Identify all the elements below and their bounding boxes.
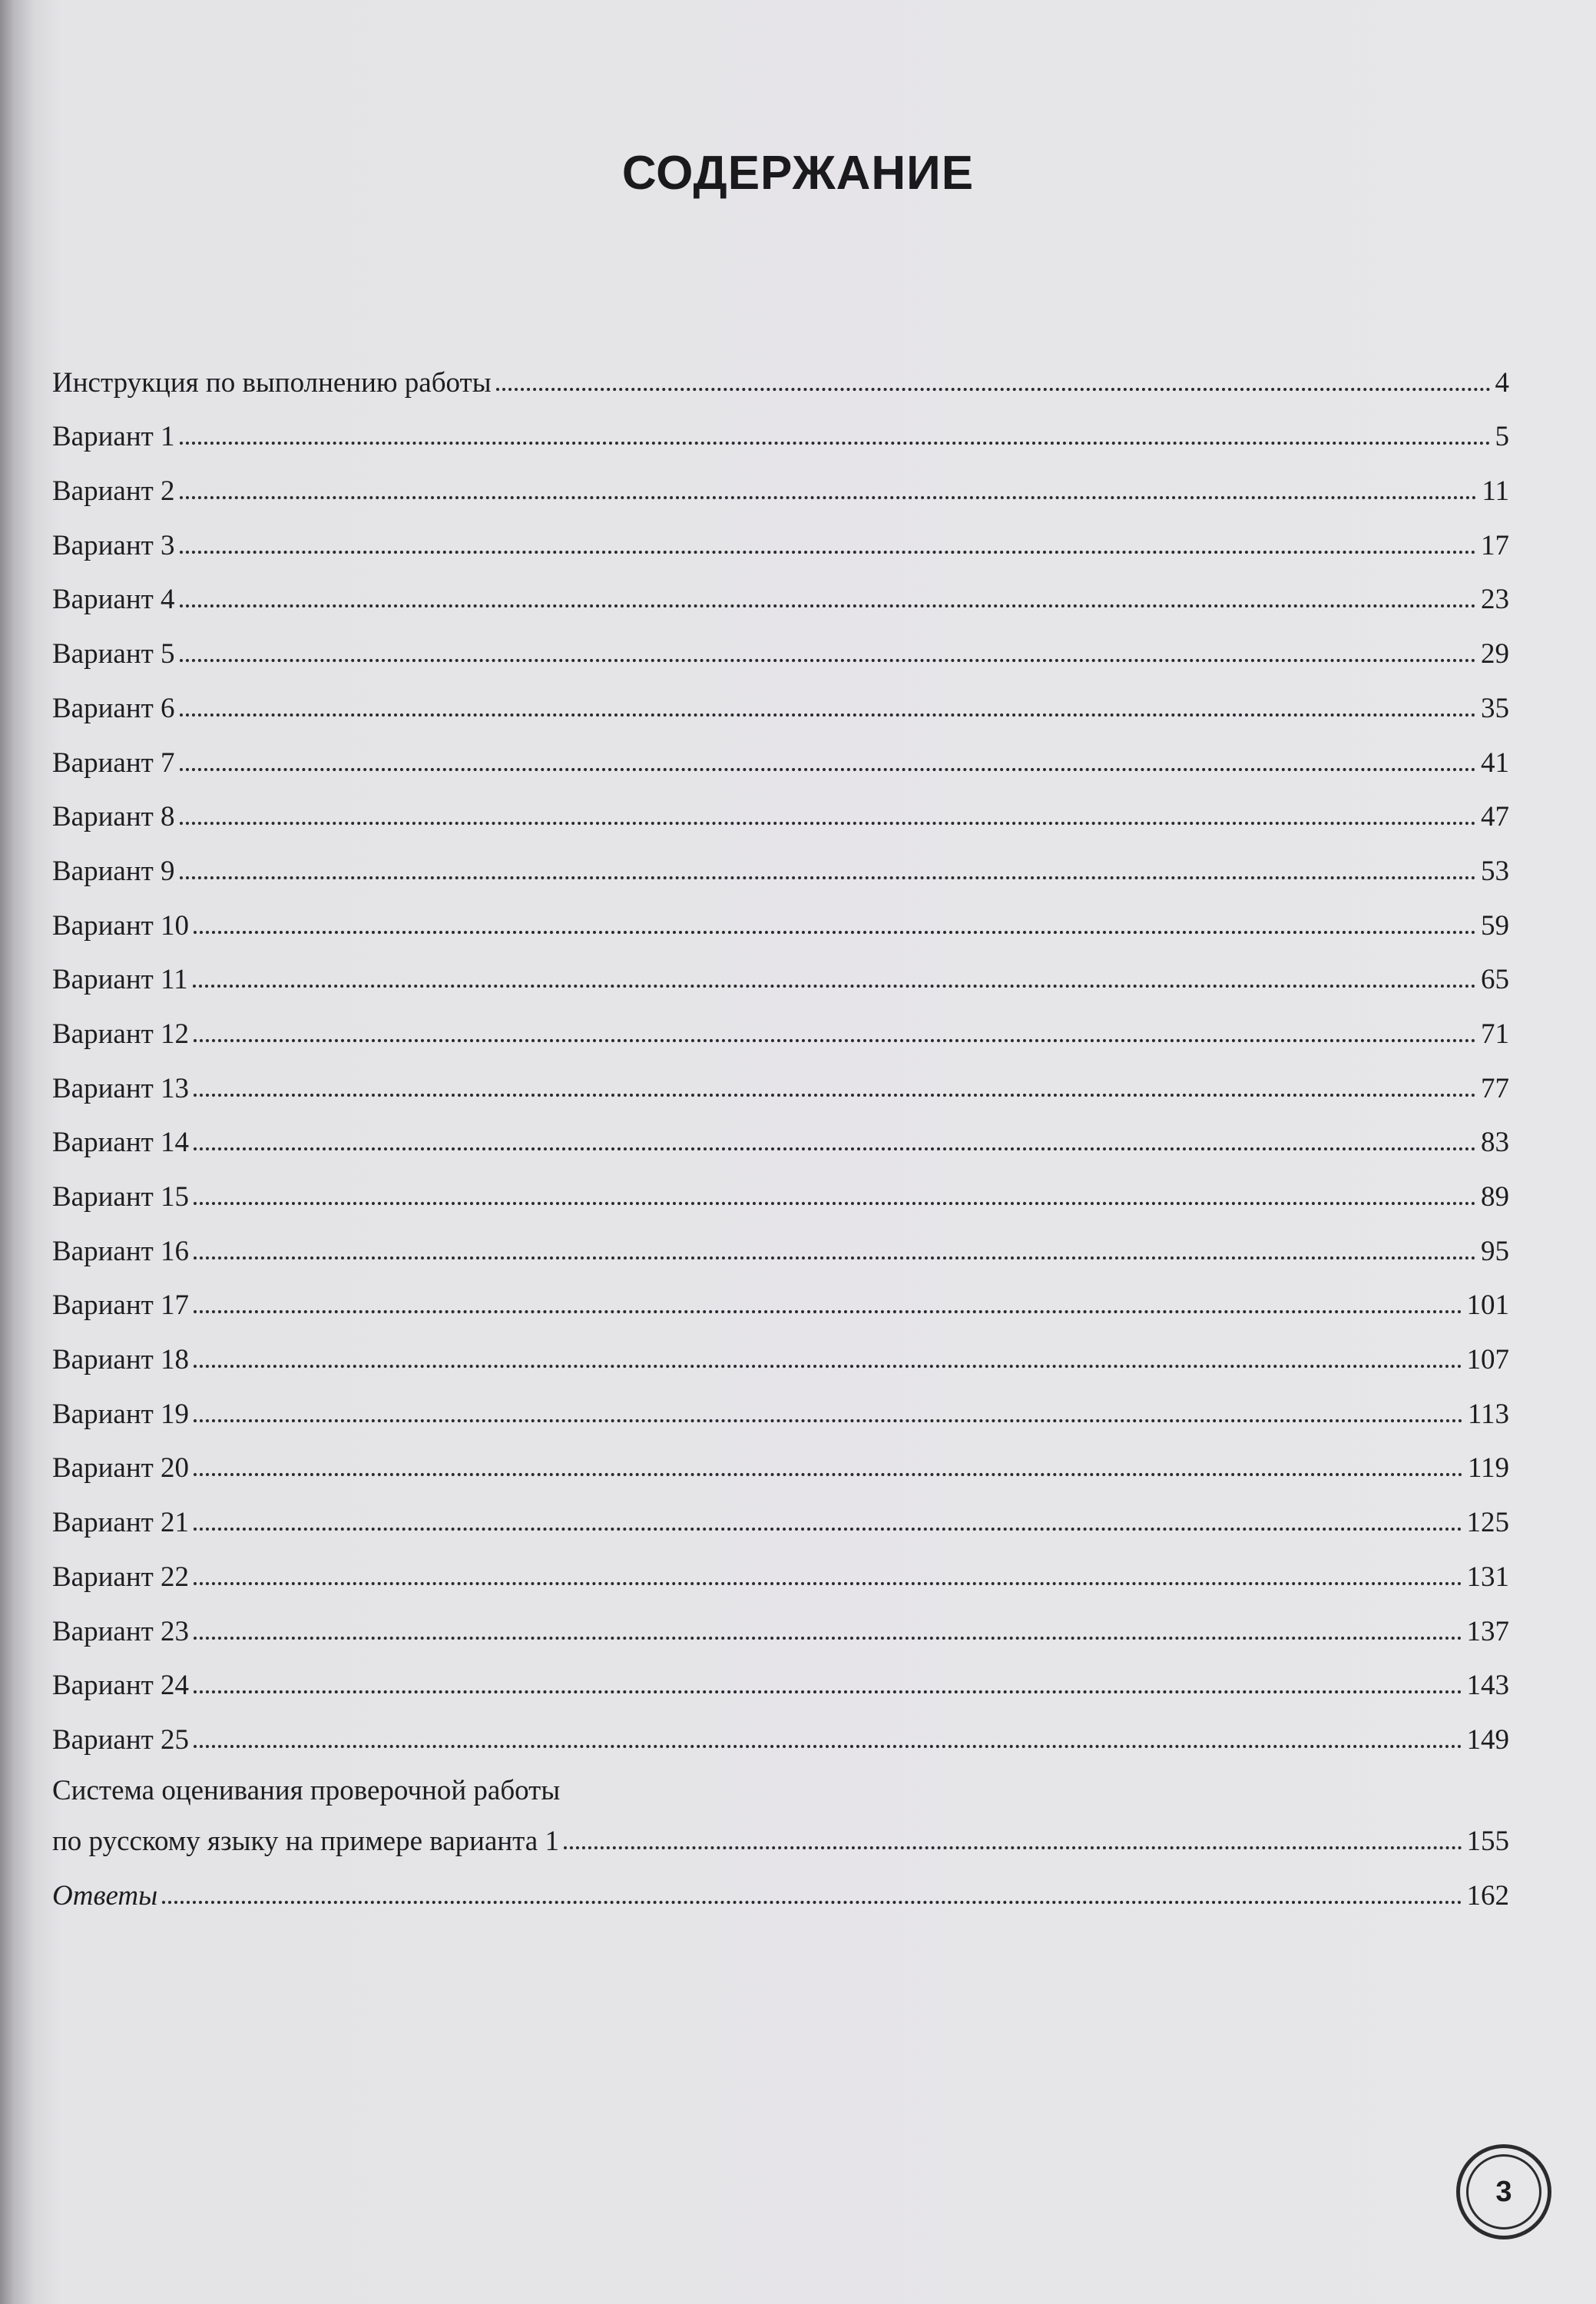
toc-entry-label: Вариант 9 — [52, 855, 175, 887]
toc-entry-variant[interactable] — [52, 1594, 1509, 1649]
toc-entry-label: Вариант 7 — [52, 746, 175, 779]
toc-entry-page: 59 — [1481, 909, 1509, 942]
dot-leader — [194, 1582, 1462, 1585]
dot-leader — [194, 1637, 1462, 1640]
toc-entry-variant[interactable] — [52, 563, 1509, 617]
toc-entry-label: Вариант 18 — [52, 1344, 190, 1376]
dot-leader — [180, 768, 1476, 771]
toc-entry-variant[interactable] — [52, 889, 1509, 943]
toc-entry-page: 53 — [1481, 855, 1509, 887]
toc-entry-label: Вариант 15 — [52, 1181, 190, 1213]
toc-entry-label: Вариант 25 — [52, 1723, 190, 1756]
toc-entry-page: 29 — [1481, 638, 1509, 670]
toc-entry-label: Вариант 21 — [52, 1507, 190, 1539]
toc-entry-page: 5 — [1495, 421, 1509, 453]
toc-entry-variant[interactable] — [52, 1485, 1509, 1540]
dot-leader — [193, 985, 1476, 988]
toc-entry-variant[interactable] — [52, 617, 1509, 671]
toc-entry-page: 155 — [1466, 1825, 1509, 1857]
toc-entry-variant[interactable] — [52, 726, 1509, 780]
dot-leader — [180, 876, 1476, 879]
toc-entry-label: Вариант 3 — [52, 529, 175, 561]
toc-entry-page: 41 — [1481, 746, 1509, 779]
toc-entry-label: Вариант 12 — [52, 1018, 190, 1050]
toc-entry-label: Вариант 2 — [52, 475, 175, 508]
toc-entry-label: Вариант 11 — [52, 964, 188, 996]
toc-entry-label: Вариант 8 — [52, 801, 175, 833]
dot-leader — [194, 1473, 1463, 1476]
toc-entry-variant[interactable] — [52, 1214, 1509, 1269]
toc-entry-answers[interactable] — [52, 1859, 1509, 1913]
toc-entry-page: 137 — [1466, 1615, 1509, 1647]
toc-entry-label: Вариант 20 — [52, 1452, 190, 1485]
dot-leader — [194, 1147, 1476, 1150]
toc-entry-page: 35 — [1481, 692, 1509, 724]
toc-entry-variant[interactable] — [52, 508, 1509, 563]
toc-entry-label: Вариант 1 — [52, 421, 175, 453]
dot-leader — [180, 551, 1476, 554]
toc-entry-page: 65 — [1481, 964, 1509, 996]
toc-entry-variant[interactable] — [52, 997, 1509, 1051]
toc-entry-variant[interactable] — [52, 1269, 1509, 1323]
toc-entry-label: Инструкция по выполнению работы — [52, 366, 492, 399]
dot-leader — [194, 931, 1476, 934]
page-number-badge — [1456, 2144, 1551, 2239]
toc-entry-label: Вариант 22 — [52, 1561, 190, 1593]
toc-entry-page: 23 — [1481, 584, 1509, 616]
dot-leader — [180, 659, 1476, 662]
toc-entry-variant[interactable] — [52, 1160, 1509, 1214]
toc-entry-page: 119 — [1467, 1452, 1509, 1485]
toc-entry-page: 4 — [1495, 366, 1509, 399]
dot-leader — [180, 496, 1478, 499]
toc-entry-page: 131 — [1466, 1561, 1509, 1593]
dot-leader — [194, 1690, 1462, 1693]
toc-entry-variant[interactable] — [52, 1051, 1509, 1106]
dot-leader — [162, 1901, 1462, 1904]
toc-entry-variant[interactable] — [52, 1322, 1509, 1377]
dot-leader — [194, 1039, 1476, 1042]
dot-leader — [180, 442, 1491, 445]
toc-entry-label: Вариант 4 — [52, 584, 175, 616]
toc-entry-variant[interactable] — [52, 1540, 1509, 1594]
dot-leader — [180, 604, 1476, 607]
dot-leader — [194, 1528, 1462, 1531]
toc-entry-label: Вариант 13 — [52, 1072, 190, 1104]
toc-entry-label-line2: по русскому языку на примере варианта 1 — [52, 1825, 559, 1857]
dot-leader — [194, 1365, 1462, 1368]
toc-entry-label: Вариант 14 — [52, 1127, 190, 1159]
toc-entry-page: 95 — [1481, 1235, 1509, 1267]
dot-leader — [194, 1310, 1462, 1313]
dot-leader — [194, 1202, 1476, 1205]
dot-leader — [180, 822, 1476, 825]
toc-entry-variant[interactable] — [52, 1106, 1509, 1160]
dot-leader — [564, 1846, 1462, 1849]
toc-entry-label: Вариант 6 — [52, 692, 175, 724]
toc-entry-page: 143 — [1466, 1670, 1509, 1702]
toc-entry-label: Вариант 5 — [52, 638, 175, 670]
toc-entry-page: 125 — [1466, 1507, 1509, 1539]
toc-entry-variant[interactable] — [52, 1432, 1509, 1486]
toc-entry-label: Ответы — [52, 1879, 158, 1912]
toc-entry-page: 162 — [1466, 1879, 1509, 1912]
toc-entry-label: Вариант 17 — [52, 1289, 190, 1322]
toc-entry-variant[interactable] — [52, 671, 1509, 726]
toc-entry-page: 47 — [1481, 801, 1509, 833]
toc-entry-page: 83 — [1481, 1127, 1509, 1159]
toc-entry-page: 149 — [1466, 1723, 1509, 1756]
toc-entry-page: 71 — [1481, 1018, 1509, 1050]
dot-leader — [194, 1094, 1476, 1097]
toc-entry-variant[interactable] — [52, 1703, 1509, 1757]
toc-entry-instructions[interactable] — [52, 346, 1509, 400]
toc-entry-page: 11 — [1482, 475, 1509, 508]
toc-entry-label: Вариант 23 — [52, 1615, 190, 1647]
toc-entry-variant[interactable] — [52, 454, 1509, 508]
toc-entry-page: 113 — [1467, 1398, 1509, 1430]
toc-entry-variant[interactable] — [52, 1377, 1509, 1432]
toc-entry-label: Вариант 19 — [52, 1398, 190, 1430]
toc-entry-variant[interactable] — [52, 1649, 1509, 1703]
dot-leader — [194, 1419, 1463, 1422]
dot-leader — [180, 713, 1476, 717]
table-of-contents — [52, 346, 1509, 1913]
toc-entry-label-line1: Система оценивания проверочной работы — [52, 1774, 561, 1806]
toc-entry-variant[interactable] — [52, 943, 1509, 998]
toc-entry-page: 89 — [1481, 1181, 1509, 1213]
toc-entry-label: Вариант 24 — [52, 1670, 190, 1702]
page-number: 3 — [1466, 2154, 1541, 2230]
page-title: СОДЕРЖАНИЕ — [621, 147, 975, 200]
toc-entry-label: Вариант 16 — [52, 1235, 190, 1267]
dot-leader — [496, 388, 1491, 391]
toc-entry-variant[interactable] — [52, 834, 1509, 889]
dot-leader — [194, 1256, 1476, 1260]
toc-entry-variant[interactable] — [52, 780, 1509, 835]
toc-entry-label: Вариант 10 — [52, 909, 190, 942]
toc-entry-variant[interactable] — [52, 400, 1509, 455]
toc-entry-page: 17 — [1481, 529, 1509, 561]
toc-entry-grading[interactable] — [52, 1757, 1509, 1859]
toc-entry-page: 77 — [1481, 1072, 1509, 1104]
toc-entry-page: 101 — [1466, 1289, 1509, 1322]
dot-leader — [194, 1745, 1462, 1748]
toc-entry-page: 107 — [1466, 1344, 1509, 1376]
